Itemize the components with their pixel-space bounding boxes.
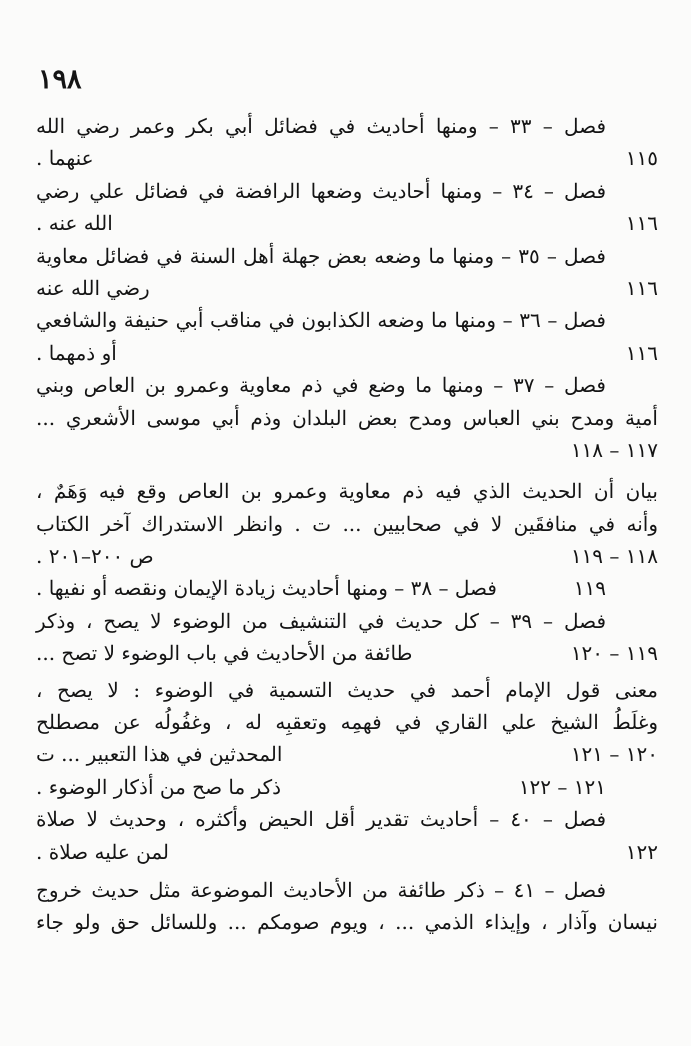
- entry-text-line: فصل – ٤٠ – أحاديث تقدير أقل الحيض وأكثره ، وحديث لا صلاة: [36, 807, 607, 832]
- entry-text-line: وأنه في منافقَين لا في صحابيين ... ت . وانظر الاستدراك آخر الكتاب: [36, 511, 658, 536]
- index-entry: [36, 175, 658, 240]
- page-reference: ١١٥: [625, 146, 658, 171]
- entry-text-line: ص ٢٠٠–٢٠١ .: [36, 544, 154, 569]
- page-reference: ١١٦: [625, 275, 658, 300]
- entry-text-line: فصل – ٣٥ – ومنها ما وضعه بعض جهلة أهل السنة في فضائل معاوية: [36, 243, 606, 268]
- index-entry: [36, 771, 658, 803]
- entry-text-line: فصل – ٣٨ – ومنها أحاديث زيادة الإيمان ونقصه أو نفيها .: [36, 576, 497, 601]
- entry-text-line: فصل – ٣٣ – ومنها أحاديث في فضائل أبي بكر وعمر رضي الله: [36, 114, 607, 138]
- entry-text-line: فصل – ٣٧ – ومنها ما وضع في ذم معاوية وعمرو بن العاص وبني: [36, 373, 606, 398]
- index-entry: [36, 803, 658, 868]
- entry-text-line: نيسان وآذار ، وإيذاء الذمي ... ، ويوم صومكم ... وللسائل حق ولو جاء: [36, 910, 658, 935]
- entry-text-line: فصل – ٣٦ – ومنها ما وضعه الكذابون في مناقب أبي حنيفة والشافعي: [36, 308, 606, 333]
- entry-text-line: لمن عليه صلاة .: [36, 839, 170, 864]
- entry-text-line: رضي الله عنه: [36, 275, 150, 300]
- index-entry: [36, 369, 658, 466]
- index-entry: [36, 605, 658, 670]
- entry-text-line: طائفة من الأحاديث في باب الوضوء لا تصح ...: [36, 641, 413, 666]
- entry-text-line: وغلَطُ الشيخ علي القاري في فهمِه وتعقبِه له ، وغفُولُه عن مصطلح: [36, 710, 658, 735]
- entry-text-line: فصل – ٣٤ – ومنها أحاديث وضعها الرافضة في فضائل علي رضي: [36, 178, 606, 203]
- index-entry: [36, 572, 658, 604]
- page-reference: ١٢٠ – ١٢١: [570, 742, 658, 767]
- entry-text-line: بيان أن الحديث الذي فيه ذم معاوية وعمرو بن العاص وقع فيه وَهَمٌ ،: [36, 479, 658, 504]
- entry-text-line: الله عنه .: [36, 211, 113, 236]
- page-reference: ١١٦: [625, 211, 658, 236]
- entry-text-line: أمية ومدح بني العباس ومدح بعض البلدان وذم أبي موسى الأشعري ...: [36, 405, 658, 430]
- page-reference: ١١٩ – ١٢٠: [570, 641, 658, 666]
- page-reference: ١٢٢: [625, 839, 658, 864]
- entry-text-line: عنهما .: [36, 146, 94, 171]
- entry-text-line: فصل – ٤١ – ذكر طائفة من الأحاديث الموضوعة مثل حديث خروج: [36, 877, 607, 902]
- index-entries: [36, 110, 658, 939]
- page-reference: ١١٧ – ١١٨: [570, 437, 658, 462]
- index-entry: [36, 110, 658, 175]
- index-entry: [36, 240, 658, 305]
- page-reference: ١٢١ – ١٢٢: [518, 774, 606, 799]
- index-entry: [36, 475, 658, 572]
- entry-text-line: ذكر ما صح من أذكار الوضوء .: [36, 774, 282, 799]
- index-entry: [36, 874, 658, 939]
- index-entry: [36, 304, 658, 369]
- entry-text-line: معنى قول الإمام أحمد في حديث التسمية في الوضوء : لا يصح ،: [36, 677, 658, 702]
- page-number: ١٩٨: [38, 64, 82, 95]
- page-reference: ١١٨ – ١١٩: [570, 544, 658, 569]
- index-entry: [36, 674, 658, 771]
- entry-text-line: أو ذمهما .: [36, 340, 117, 365]
- page-reference: ١١٦: [625, 340, 658, 365]
- entry-text-line: فصل – ٣٩ – كل حديث في التنشيف من الوضوء لا يصح ، وذكر: [36, 608, 606, 633]
- entry-text-line: المحدثين في هذا التعبير ... ت: [36, 742, 283, 767]
- page-reference: ١١٩: [573, 576, 606, 601]
